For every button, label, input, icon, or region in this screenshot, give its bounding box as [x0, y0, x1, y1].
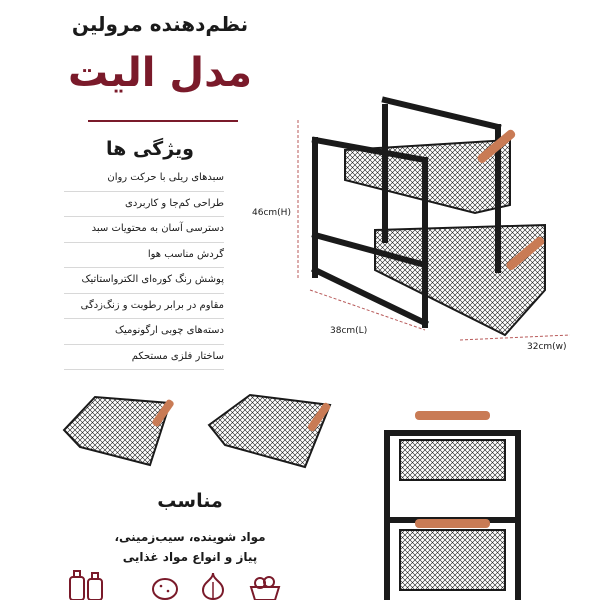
height-dimension-label: 46cm(H) — [252, 208, 291, 218]
feature-item: مقاوم در برابر رطوبت و زنگ‌زدگی — [64, 294, 224, 320]
upper-basket — [345, 128, 517, 213]
suitable-line-2: پیاز و انواع مواد غذایی — [122, 550, 258, 564]
food-basket-icon — [248, 572, 282, 600]
lower-basket — [375, 225, 546, 335]
detergent-bottles-icon — [66, 567, 106, 600]
length-dimension-label: 38cm(L) — [330, 326, 368, 336]
potato-icon — [150, 575, 180, 600]
features-list — [64, 166, 224, 370]
suitable-heading: مناسب — [157, 490, 223, 512]
feature-item: ساختار فلزی مستحکم — [64, 345, 224, 371]
feature-item: پوشش رنگ کوره‌ای الکترواستاتیک — [64, 268, 224, 294]
feature-item: گردش مناسب هوا — [64, 243, 224, 269]
organizer-product-illustration — [270, 85, 600, 365]
organizer-front-view-image — [375, 405, 530, 600]
features-heading: ویژگی ها — [106, 138, 194, 160]
onion-icon — [198, 570, 228, 600]
feature-item: طراحی کم‌جا و کاربردی — [64, 192, 224, 218]
single-basket-image-right — [205, 385, 335, 470]
title-divider — [88, 120, 238, 122]
single-basket-image-left — [60, 385, 180, 470]
product-title: مدل الیت — [68, 50, 252, 96]
feature-item: دسترسی آسان به محتویات سبد — [64, 217, 224, 243]
suitable-line-1: مواد شوینده، سیب‌زمینی، — [114, 530, 266, 544]
feature-item: سبدهای ریلی با حرکت روان — [64, 166, 224, 192]
product-subtitle: نظم‌دهنده مرولین — [71, 12, 249, 36]
suitable-description — [80, 527, 300, 567]
width-dimension-label: 32cm(w) — [527, 342, 567, 352]
feature-item: دسته‌های چوبی ارگونومیک — [64, 319, 224, 345]
